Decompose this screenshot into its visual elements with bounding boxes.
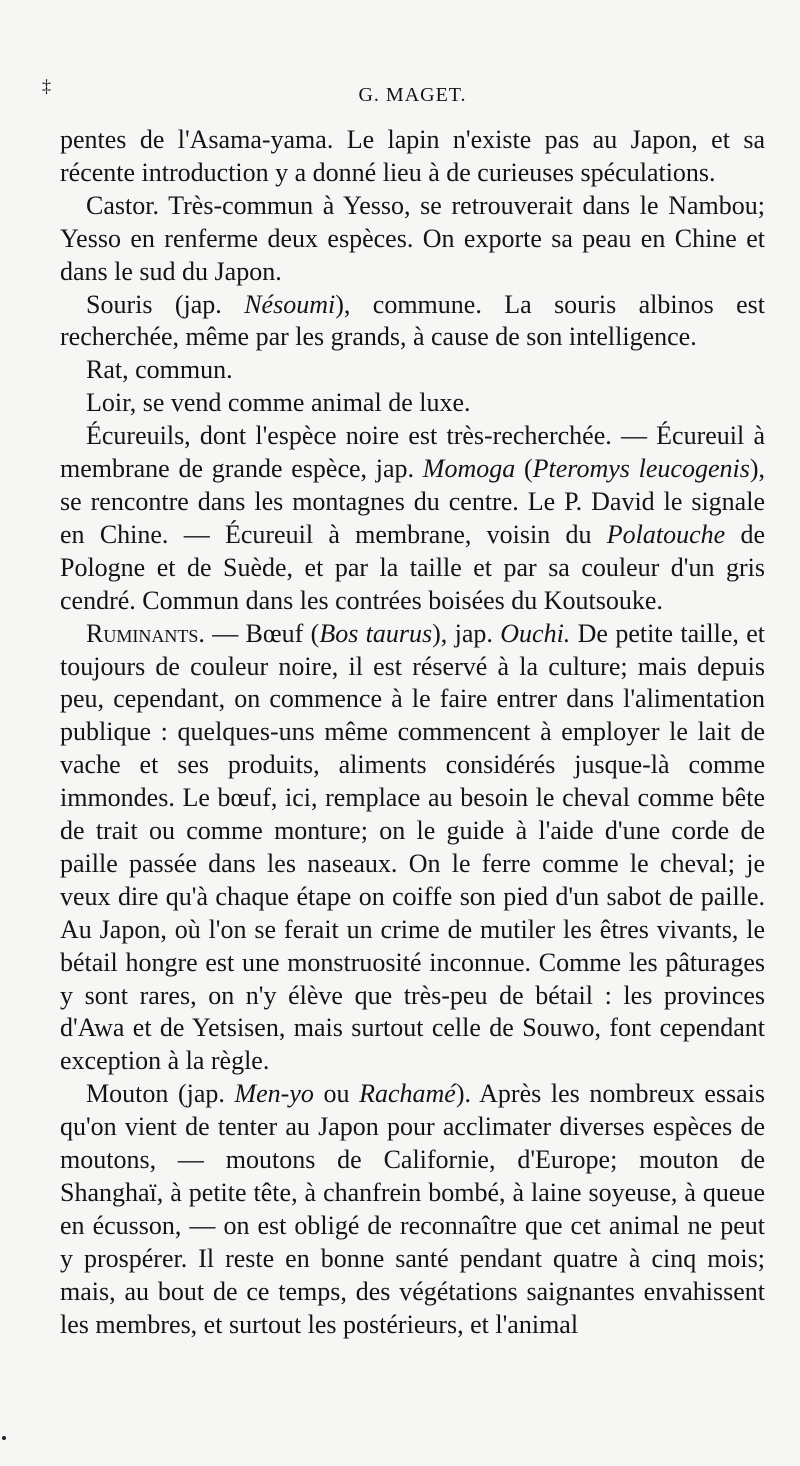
- paragraph: [60, 354, 765, 387]
- italic-run: Men-yo: [234, 1079, 314, 1109]
- text-run: (: [515, 454, 533, 484]
- text-run: Castor. Très-commun à Yesso, se retrouverait dans le Nambou; Yesso en renferme deux espèces. On exporte sa peau en Chine et dans le sud du Japon.: [60, 190, 765, 286]
- italic-run: Ouchi.: [500, 618, 571, 648]
- paragraph: [60, 618, 765, 1079]
- italic-run: Polatouche: [606, 519, 726, 549]
- paragraph: [60, 124, 765, 190]
- italic-run: Bos taurus: [319, 618, 433, 648]
- book-page: [42, 0, 766, 1466]
- text-run: — Bœuf (: [204, 618, 320, 648]
- italic-run: Pteromys leucogenis: [532, 454, 750, 484]
- text-run: Loir, se vend comme animal de luxe.: [86, 388, 471, 418]
- text-run: ), se rencontre dans les montagnes du centre. Le P. David le signale en Chine. — Écureuil à membrane, voisin du: [60, 454, 765, 549]
- paragraph: [60, 190, 765, 289]
- text-run: Mouton (jap.: [86, 1079, 235, 1109]
- italic-run: Momoga: [422, 454, 516, 484]
- paragraph: [60, 1078, 765, 1341]
- paragraph: [60, 420, 765, 617]
- running-header: G. MAGET.: [358, 84, 467, 106]
- text-run: ), commune. La souris albinos est recherchée, même par les grands, à cause de son intelligence.: [60, 289, 765, 352]
- paragraph: [60, 289, 765, 355]
- margin-speck: [2, 1436, 6, 1440]
- italic-run: Rachamé: [359, 1079, 456, 1109]
- text-run: ou: [313, 1079, 360, 1109]
- smallcaps-run: Ruminants.: [86, 618, 205, 648]
- text-run: ), jap.: [432, 618, 501, 648]
- text-run: Écureuils, dont l'espèce noire est très-recherchée. — Écureuil à membrane de grande espèce, jap.: [60, 421, 765, 484]
- text-run: Souris (jap.: [86, 289, 245, 319]
- text-run: Rat, commun.: [86, 355, 233, 385]
- text-run: De petite taille, et toujours de couleur noire, il est réservé à la culture; mais depuis peu, cependant, on commence à le faire entrer dans l'alimentation publique : quelques-uns même commencent à employer le lait de vache et ses produits, aliments considérés jusque-là comme immondes. Le bœuf, ici, remplace au besoin le cheval comme bête de trait ou comme monture; on le guide à l'aide d'une corde de paille passée dans les naseaux. On le ferre comme le cheval; je veux dire qu'à chaque étape on coiffe son pied d'un sabot de paille. Au Japon, où l'on se ferait un crime de mutiler les êtres vivants, le bétail hongre est une monstruosité inconnue. Comme les pâturages y sont rares, on n'y élève que très-peu de bétail : les provinces d'Awa et de Yetsisen, mais surtout celle de Souwo, font cependant exception à la règle.: [60, 618, 766, 1076]
- text-run: de Pologne et de Suède, et par la taille et par sa couleur d'un gris cendré. Commun dans les contrées boisées du Koutsouke.: [60, 519, 766, 615]
- printer-mark-icon: ‡: [42, 76, 51, 96]
- body-text: [60, 124, 765, 1342]
- text-run: pentes de l'Asama-yama. Le lapin n'existe pas au Japon, et sa récente introduction y a donné lieu à de curieuses spéculations.: [60, 125, 765, 187]
- text-run: ). Après les nombreux essais qu'on vient de tenter au Japon pour acclimater diverses espèces de moutons, — moutons de Californie, d'Europe; mouton de Shanghaï, à petite tête, à chanfrein bombé, à laine soyeuse, à queue en écusson, — on est obligé de reconnaître que cet animal ne peut y prospérer. Il reste en bonne santé pendant quatre à cinq mois; mais, au bout de ce temps, des végétations saignantes envahissent les membres, et surtout les postérieurs, et l'animal: [60, 1079, 766, 1339]
- italic-run: Nésoumi: [244, 289, 336, 319]
- paragraph: [60, 387, 765, 420]
